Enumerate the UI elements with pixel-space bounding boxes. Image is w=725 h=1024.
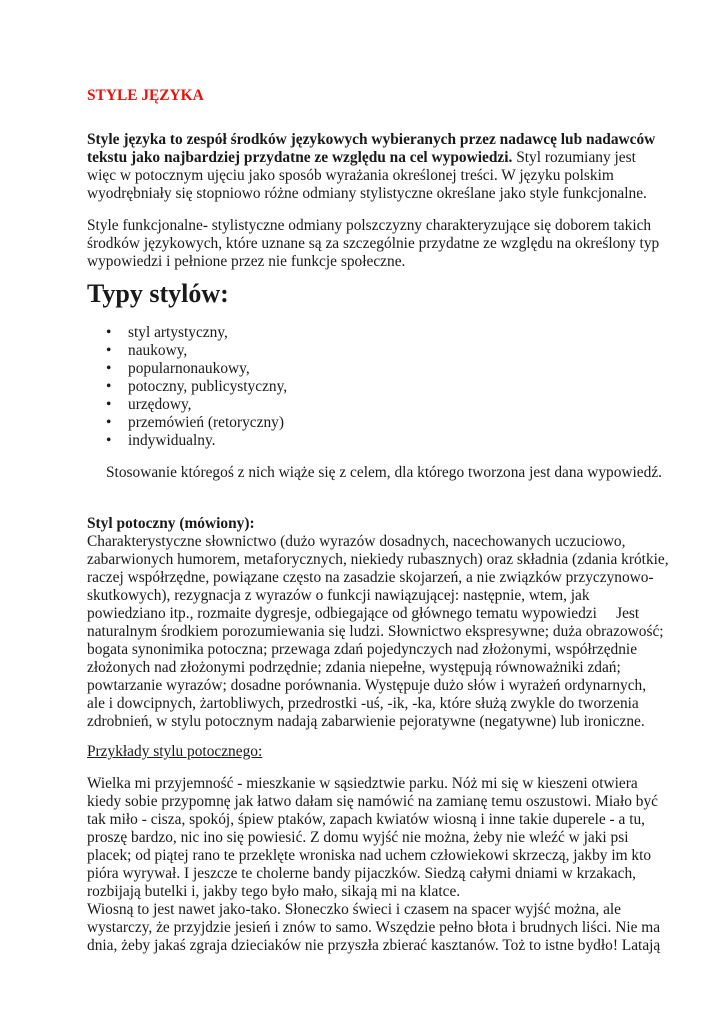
example-line: kiedy sobie przypomnę jak łatwo dałam się namówić na zamianę temu oszustowi. Miało być <box>87 793 659 810</box>
colloquial-line: ale i dowcipnych, żartobliwych, przedrostki -uś, -ik, -ka, które służą zwykle do tworzenia <box>87 695 639 712</box>
document-page: STYLE JĘZYKA Style języka to zespół środków językowych wybieranych przez nadawcę lub nadawców tekstu jako najbardziej przydatne ze względu na cel wypowiedzi. Styl rozumiany jest więc w potocznym ujęciu jako sposób wyrażania określonej treści. W języku polskim wyodrębniały się stopniowo różne odmiany stylistyczne określane jako style funkcjonalne. Style funkcjonalne- stylistyczne odmiany polszczyzny charakteryzujące się doborem takich środków językowych, które uznane są za szczególnie przydatne ze względu na określony typ wypowiedzi i pełnione przez nie funkcje społeczne. Typy stylów: • styl artystyczny, • naukowy, • popularnonaukowy, • potoczny, publicystyczny, • urzędowy, • przemówień (retoryczny) • indywidualny. Stosowanie któregoś z nich wiąże się z celem, dla którego tworzona jest dana wypowiedź. Styl potoczny (mówiony): Charakterystyczne słownictwo (dużo wyrazów dosadnych, nacechowanych uczuciowo, zabarwionych humorem, metaforycznych, niekiedy rubasznych) oraz składnia (zdania krótkie, raczej współrzędne, powiązane często na zasadzie skojarzeń, a nie związków przyczynowo- skutkowych), rezygnacja z wyrazów o funkcji nawiązującej: następnie, wtem, jak powiedziano itp., rozmaite dygresje, odbiegające od głównego tematu wypowiedzi Jest naturalnym środkiem porozumiewania się ludzi. Słownictwo ekspresywne; duża obrazowość; bogata synonimika potoczna; przewaga zdań pojedynczych nad złożonymi, współrzędnie złożonych nad złożonymi podrzędnie; zdania niepełne, występują równoważniki zdań; powtarzanie wyrazów; dosadne porównania. Występuje dużo słów i wyrażeń ordynarnych, ale i dowcipnych, żartobliwych, przedrostki -uś, -ik, -ka, które służą zwykle do tworzenia zdrobnień, w stylu potocznym nadają zabarwienie pejoratywne (negatywne) lub ironiczne. Przykłady stylu potocznego: Wielka mi przyjemność - mieszkanie w sąsiedztwie parku. Nóż mi się w kieszeni otwiera kiedy sobie przypomnę jak łatwo dałam się namówić na zamianę temu oszustowi. Miało być tak miło - cisza, spokój, śpiew ptaków, zapach kwiatów wiosną i inne takie duperele - a tu, proszę bardzo, nic ino się powiesić. Z domu wyjść nie można, żeby nie wleźć w jaki psi placek; od piątej rano te przeklęte wroniska nad uchem człowiekowi skrzeczą, jakby im kto pióra wyrywał. I jeszcze te cholerne bandy pijaczków. Siedzą całymi dniami w krzakach, rozbijają butelki i, jakby tego było mało, sikają mi na klatce. Wiosną to jest nawet jako-tako. Słoneczko świeci i czasem na spacer wyjść można, ale wystarczy, że przyjdzie jesień i znów to samo. Wszędzie pełno błota i brudnych liści. Nie ma dnia, żeby jakaś zgraja dzieciaków nie przyszła zbierać kasztanów. Toż to istne bydło! Latają <box>87 87 669 954</box>
example-line: proszę bardzo, nic ino się powiesić. Z domu wyjść nie można, żeby nie wleźć w jaki psi <box>87 829 629 846</box>
bullet-icon: • <box>106 342 112 359</box>
bullet-icon: • <box>106 378 112 395</box>
types-note: Stosowanie któregoś z nich wiąże się z celem, dla którego tworzona jest dana wypowiedź. <box>106 464 663 481</box>
example-line: Wiosną to jest nawet jako-tako. Słoneczko świeci i czasem na spacer wyjść można, ale <box>87 901 622 918</box>
colloquial-line: skutkowych), rezygnacja z wyrazów o funkcji nawiązującej: następnie, wtem, jak <box>87 587 590 604</box>
colloquial-heading: Styl potoczny (mówiony): <box>87 515 255 532</box>
colloquial-line: powiedziano itp., rozmaite dygresje, odbiegające od głównego tematu wypowiedzi Jest <box>87 605 640 622</box>
bullet-icon: • <box>106 396 112 413</box>
example-line: wystarczy, że przyjdzie jesień i znów to samo. Wszędzie pełno błota i brudnych liści. Nie ma <box>87 919 661 936</box>
document-title: STYLE JĘZYKA <box>87 87 204 104</box>
colloquial-line: zabarwionych humorem, metaforycznych, niekiedy rubasznych) oraz składnia (zdania krótkie, <box>87 551 669 568</box>
bullet-icon: • <box>106 414 112 431</box>
example-line: rozbijają butelki i, jakby tego było mało, sikają mi na klatce. <box>87 883 461 900</box>
bullet-icon: • <box>106 324 112 341</box>
example-line: tak miło - cisza, spokój, śpiew ptaków, zapach kwiatów wiosną i inne takie duperele - a tu, <box>87 811 646 828</box>
colloquial-line: powtarzanie wyrazów; dosadne porównania. Występuje dużo słów i wyrażeń ordynarnych, <box>87 677 647 694</box>
examples-heading: Przykłady stylu potocznego: <box>87 743 263 760</box>
colloquial-line: raczej współrzędne, powiązane często na zasadzie skojarzeń, a nie związków przyczynowo- <box>87 569 654 586</box>
intro-line-3: więc w potocznym ujęciu jako sposób wyrażania określonej treści. W języku polskim <box>87 167 614 184</box>
intro-bold-end: tekstu jako najbardziej przydatne ze względu na cel wypowiedzi. <box>87 149 513 166</box>
example-line: placek; od piątej rano te przeklęte wroniska nad uchem człowiekowi skrzeczą, jakby im kto <box>87 847 652 864</box>
colloquial-line: zdrobnień, w stylu potocznym nadają zabarwienie pejoratywne (negatywne) lub ironiczne. <box>87 713 645 730</box>
functional-line-3: wypowiedzi i pełnione przez nie funkcje społeczne. <box>87 253 406 270</box>
example-line: pióra wyrywał. I jeszcze te cholerne bandy pijaczków. Siedzą całymi dniami w krzakach, <box>87 865 636 882</box>
intro-line-1: Style języka to zespół środków językowych wybieranych przez nadawcę lub nadawców <box>87 131 656 148</box>
colloquial-line: złożonych nad złożonymi podrzędnie; zdania niepełne, występują równoważniki zdań; <box>87 659 621 676</box>
functional-line-2: środków językowych, które uznane są za szczególnie przydatne ze względu na określony typ <box>87 235 660 252</box>
example-line: dnia, żeby jakaś zgraja dzieciaków nie przyszła zbierać kasztanów. Toż to istne bydło! Latają <box>87 937 661 954</box>
intro-line-4: wyodrębniały się stopniowo różne odmiany stylistyczne określane jako style funkcjonalne. <box>87 185 647 202</box>
colloquial-line: bogata synonimika potoczna; przewaga zdań pojedynczych nad złożonymi, współrzędnie <box>87 641 638 658</box>
intro-line-2 <box>87 149 636 167</box>
colloquial-line: naturalnym środkiem porozumiewania się ludzi. Słownictwo ekspresywne; duża obrazowość; <box>87 623 664 640</box>
bullet-icon: • <box>106 360 112 377</box>
types-heading: Typy stylów: <box>87 279 229 308</box>
intro-after-bold: Styl rozumiany jest <box>512 149 636 166</box>
example-line: Wielka mi przyjemność - mieszkanie w sąsiedztwie parku. Nóż mi się w kieszeni otwiera <box>87 775 638 792</box>
colloquial-line: Charakterystyczne słownictwo (dużo wyrazów dosadnych, nacechowanych uczuciowo, <box>87 533 626 550</box>
bullet-icon: • <box>106 432 112 449</box>
functional-line-1: Style funkcjonalne- stylistyczne odmiany polszczyzny charakteryzujące się doborem takich <box>87 217 652 234</box>
